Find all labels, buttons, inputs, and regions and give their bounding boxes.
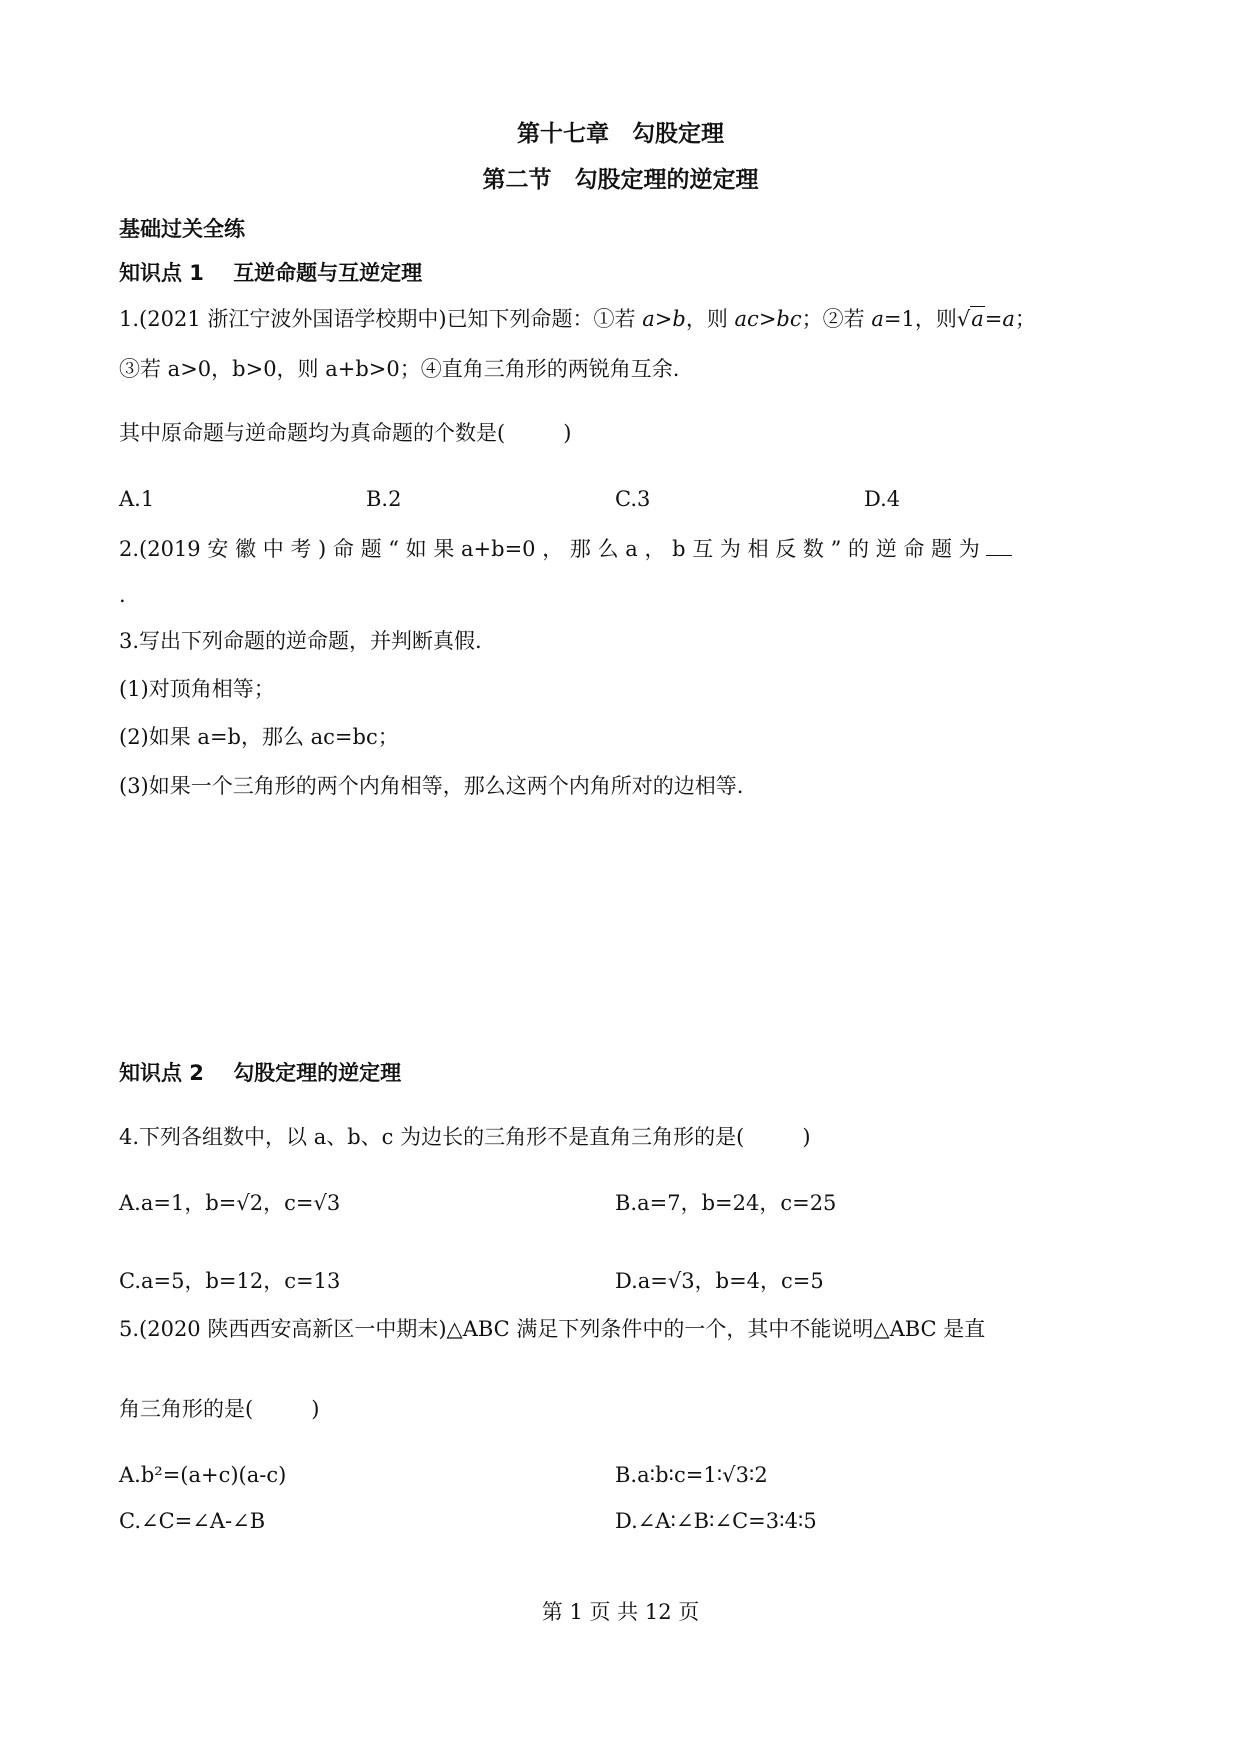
q1-number: 1.: [119, 307, 140, 331]
q5-stem: 5.(2020 陕西西安高新区一中期末)△ABC 满足下列条件中的一个，其中不能说明△ABC 是直: [119, 1317, 986, 1341]
q5-option-d: D.∠A∶∠B∶∠C=3∶4∶5: [615, 1509, 817, 1533]
section-title: 第二节 勾股定理的逆定理: [482, 167, 759, 193]
q1-close-paren: ): [563, 421, 572, 445]
q1-stem: 已知下列命题：①若: [446, 307, 643, 331]
kp2-label: 知识点 2: [119, 1061, 204, 1085]
q1-line3: [119, 418, 1124, 448]
q1-option-b: B.2: [366, 487, 402, 511]
q4-stem-line: [119, 1122, 1124, 1152]
q2-text: 2.(2019 安 徽 中 考 ) 命 题 “ 如 果 a+b=0 ， 那 么 a ， b 互 为 相 反 数 ” 的 逆 命 题 为: [119, 537, 980, 561]
q1-option-d: D.4: [864, 487, 901, 511]
q4-option-c: C.a=5，b=12，c=13: [119, 1269, 341, 1293]
q5-close-paren: ): [311, 1397, 320, 1421]
kp1-title: 互逆命题与互逆定理: [233, 261, 423, 285]
kp2-title: 勾股定理的逆定理: [233, 1061, 402, 1085]
sqrt-a-radical: √a: [956, 307, 984, 331]
chapter-title: 第十七章 勾股定理: [517, 121, 724, 147]
q3-item-3: (3)如果一个三角形的两个内角相等，那么这两个内角所对的边相等.: [119, 774, 744, 798]
q2-answer-blank[interactable]: [986, 535, 1012, 556]
q4-stem: 4.下列各组数中，以 a、b、c 为边长的三角形不是直角三角形的是(: [119, 1125, 745, 1149]
q5-option-a: A.b²=(a+c)(a-c): [119, 1463, 287, 1487]
q3-item-2: (2)如果 a=b，那么 ac=bc；: [119, 725, 399, 749]
q1-option-a: A.1: [119, 487, 155, 511]
knowledge-point-1: [119, 258, 1124, 288]
q5-option-c: C.∠C=∠A-∠B: [119, 1509, 266, 1533]
page-footer: 第 1 页 共 12 页: [541, 1600, 700, 1624]
q1-question: 其中原命题与逆命题均为真命题的个数是(: [119, 421, 506, 445]
q4-option-a: A.a=1，b=√2，c=√3: [119, 1191, 341, 1215]
q2-line1: [119, 534, 1124, 564]
q4-option-d: D.a=√3，b=4，c=5: [615, 1269, 824, 1293]
q3-stem: 3.写出下列命题的逆命题，并判断真假.: [119, 629, 482, 653]
q5-stem2-line: [119, 1394, 1124, 1424]
q5-option-b: B.a∶b∶c=1∶√3∶2: [615, 1463, 768, 1487]
exercise-heading: 基础过关全练: [119, 217, 245, 241]
q1-line2: ③若 a>0，b>0，则 a+b>0；④直角三角形的两锐角互余.: [119, 357, 680, 381]
q1-line1: 1.(2021 浙江宁波外国语学校期中)已知下列命题：①若 a>b，则 ac>bc；②若 a=1，则√a=a；: [119, 304, 1124, 334]
q3-item-1: (1)对顶角相等；: [119, 677, 275, 701]
q2-end: .: [119, 583, 126, 607]
q1-option-c: C.3: [615, 487, 651, 511]
q5-stem2: 角三角形的是(: [119, 1397, 254, 1421]
q4-close-paren: ): [802, 1125, 811, 1149]
knowledge-point-2: [119, 1058, 1124, 1088]
kp1-label: 知识点 1: [119, 261, 204, 285]
q4-option-b: B.a=7，b=24，c=25: [615, 1191, 837, 1215]
q1-source: (2021 浙江宁波外国语学校期中): [139, 307, 447, 331]
